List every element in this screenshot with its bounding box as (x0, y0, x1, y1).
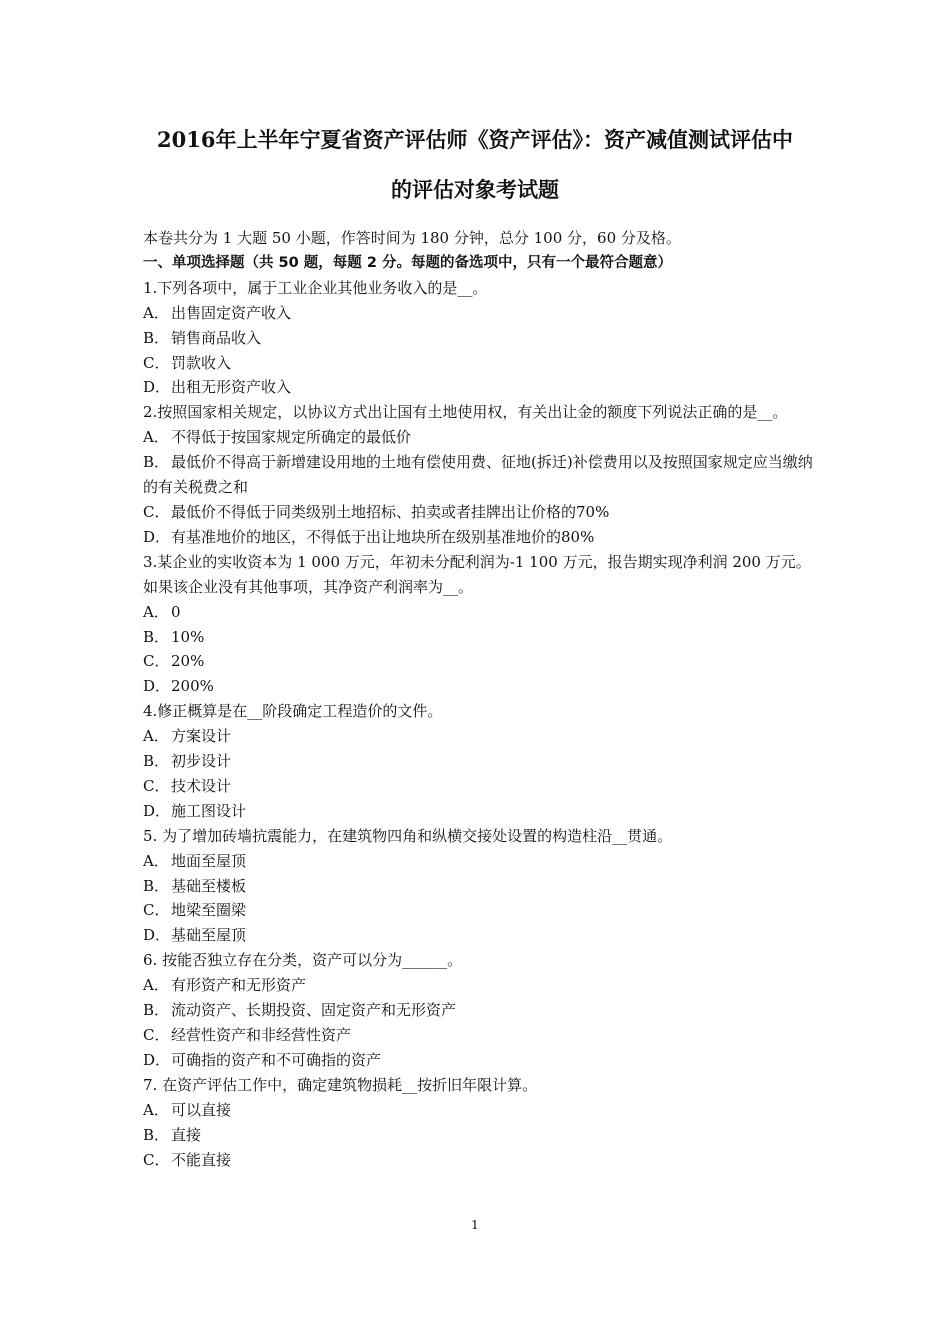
option-text: 0 (171, 602, 181, 621)
question-stem: 5. 为了增加砖墙抗震能力，在建筑物四角和纵横交接处设置的构造柱沿__贯通。 (143, 826, 673, 845)
option (143, 1048, 823, 1073)
document-body (143, 226, 823, 1172)
option-letter: B． (143, 1125, 170, 1144)
option-letter: D． (143, 677, 171, 696)
option-letter: A． (143, 428, 169, 447)
option (143, 724, 823, 749)
option-text: 可以直接 (171, 1100, 232, 1119)
option-letter: D． (143, 527, 171, 546)
option-letter: C． (143, 502, 170, 521)
option-text: 出售固定资产收入 (171, 303, 292, 322)
option-text: 经营性资产和非经营性资产 (171, 1026, 352, 1044)
option (143, 674, 823, 699)
option-text: 初步设计 (171, 752, 232, 771)
option-letter: C． (143, 901, 170, 920)
option-text: 200% (171, 677, 214, 696)
option-text: 20% (171, 652, 205, 671)
option-letter: C． (143, 776, 170, 795)
option-letter: C． (143, 1150, 170, 1169)
option (143, 351, 823, 376)
option-text: 不能直接 (171, 1150, 232, 1169)
option-text: 不得低于按国家规定所确定的最低价 (171, 428, 412, 447)
option (143, 625, 823, 650)
option-text: 技术设计 (171, 776, 232, 795)
option-text: 基础至屋顶 (171, 926, 247, 945)
option (143, 849, 823, 874)
option-text: 施工图设计 (171, 801, 247, 820)
option-letter: D． (143, 801, 171, 820)
option-letter: C． (143, 353, 170, 372)
question-stem: 4.修正概算是在__阶段确定工程造价的文件。 (143, 702, 443, 721)
option-letter: A． (143, 602, 169, 621)
option-text: 地面至屋顶 (171, 851, 247, 870)
question-stem: 3.某企业的实收资本为 1 000 万元，年初未分配利润为-1 100 万元，报告期实现净利润 200 万元。如果该企业没有其他事项，其净资产利润率为__。 (143, 552, 811, 596)
document-title-line-2: 的评估对象考试题 (391, 177, 559, 202)
option (143, 898, 823, 923)
option-text: 地梁至圈梁 (171, 901, 247, 920)
option-letter: B． (143, 627, 170, 646)
option (143, 450, 823, 500)
option (143, 500, 823, 525)
option-letter: B． (143, 328, 170, 347)
option (143, 874, 823, 899)
option-letter: D． (143, 926, 171, 945)
option-text: 罚款收入 (171, 353, 232, 372)
option-text: 最低价不得低于同类级别土地招标、拍卖或者挂牌出让价格的70% (171, 502, 610, 521)
option (143, 1123, 823, 1148)
option (143, 525, 823, 550)
option-text: 方案设计 (171, 727, 232, 746)
page-number: 1 (471, 1218, 479, 1232)
question-stem: 1.下列各项中，属于工业企业其他业务收入的是__。 (143, 278, 488, 297)
option-letter: A． (143, 976, 169, 995)
option-letter: B． (143, 876, 170, 895)
option (143, 1098, 823, 1123)
option-text: 有形资产和无形资产 (171, 976, 307, 995)
option (143, 326, 823, 351)
option-text: 有基准地价的地区，不得低于出让地块所在级别基准地价的80% (171, 527, 595, 546)
option-letter: B． (143, 1001, 170, 1020)
section-heading: 一、单项选择题（共 50 题，每题 2 分。每题的备选项中，只有一个最符合题意） (143, 254, 672, 271)
question-stem: 2.按照国家相关规定，以协议方式出让国有土地使用权，有关出让金的额度下列说法正确的是__。 (143, 403, 788, 422)
option-text: 10% (171, 627, 205, 646)
option (143, 923, 823, 948)
option-letter: A． (143, 1100, 169, 1119)
question-stem: 7. 在资产评估工作中，确定建筑物损耗__按折旧年限计算。 (143, 1075, 538, 1094)
option (143, 1023, 823, 1048)
option-letter: A． (143, 303, 169, 322)
option-text: 销售商品收入 (171, 328, 262, 347)
option (143, 649, 823, 674)
option-text: 基础至楼板 (171, 876, 247, 895)
option-letter: B． (143, 752, 170, 771)
option-letter: D． (143, 1050, 171, 1069)
option-letter: D． (143, 378, 171, 397)
option-letter: A． (143, 727, 169, 746)
option-text: 流动资产、长期投资、固定资产和无形资产 (171, 1001, 457, 1020)
option-letter: C． (143, 652, 170, 671)
option-text: 出租无形资产收入 (171, 378, 292, 397)
document-title-line-1: 2016年上半年宁夏省资产评估师《资产评估》：资产减值测试评估中 (157, 127, 793, 152)
option (143, 799, 823, 824)
question-stem: 6. 按能否独立存在分类，资产可以分为______。 (143, 951, 463, 970)
option (143, 375, 823, 400)
option-text: 直接 (171, 1125, 202, 1144)
option-text: 最低价不得高于新增建设用地的土地有偿使用费、征地(拆迁)补偿费用以及按照国家规定应当缴纳的有关税费之和 (143, 453, 813, 497)
option (143, 1148, 823, 1173)
option-letter: C． (143, 1026, 170, 1044)
option-letter: B． (143, 453, 170, 472)
option (143, 998, 823, 1023)
option-letter: A． (143, 851, 169, 870)
option (143, 749, 823, 774)
exam-intro: 本卷共分为 1 大题 50 小题，作答时间为 180 分钟，总分 100 分，60 分及格。 (143, 229, 681, 247)
option-text: 可确指的资产和不可确指的资产 (171, 1050, 382, 1069)
option (143, 301, 823, 326)
option (143, 600, 823, 625)
option (143, 425, 823, 450)
option (143, 774, 823, 799)
option (143, 973, 823, 998)
